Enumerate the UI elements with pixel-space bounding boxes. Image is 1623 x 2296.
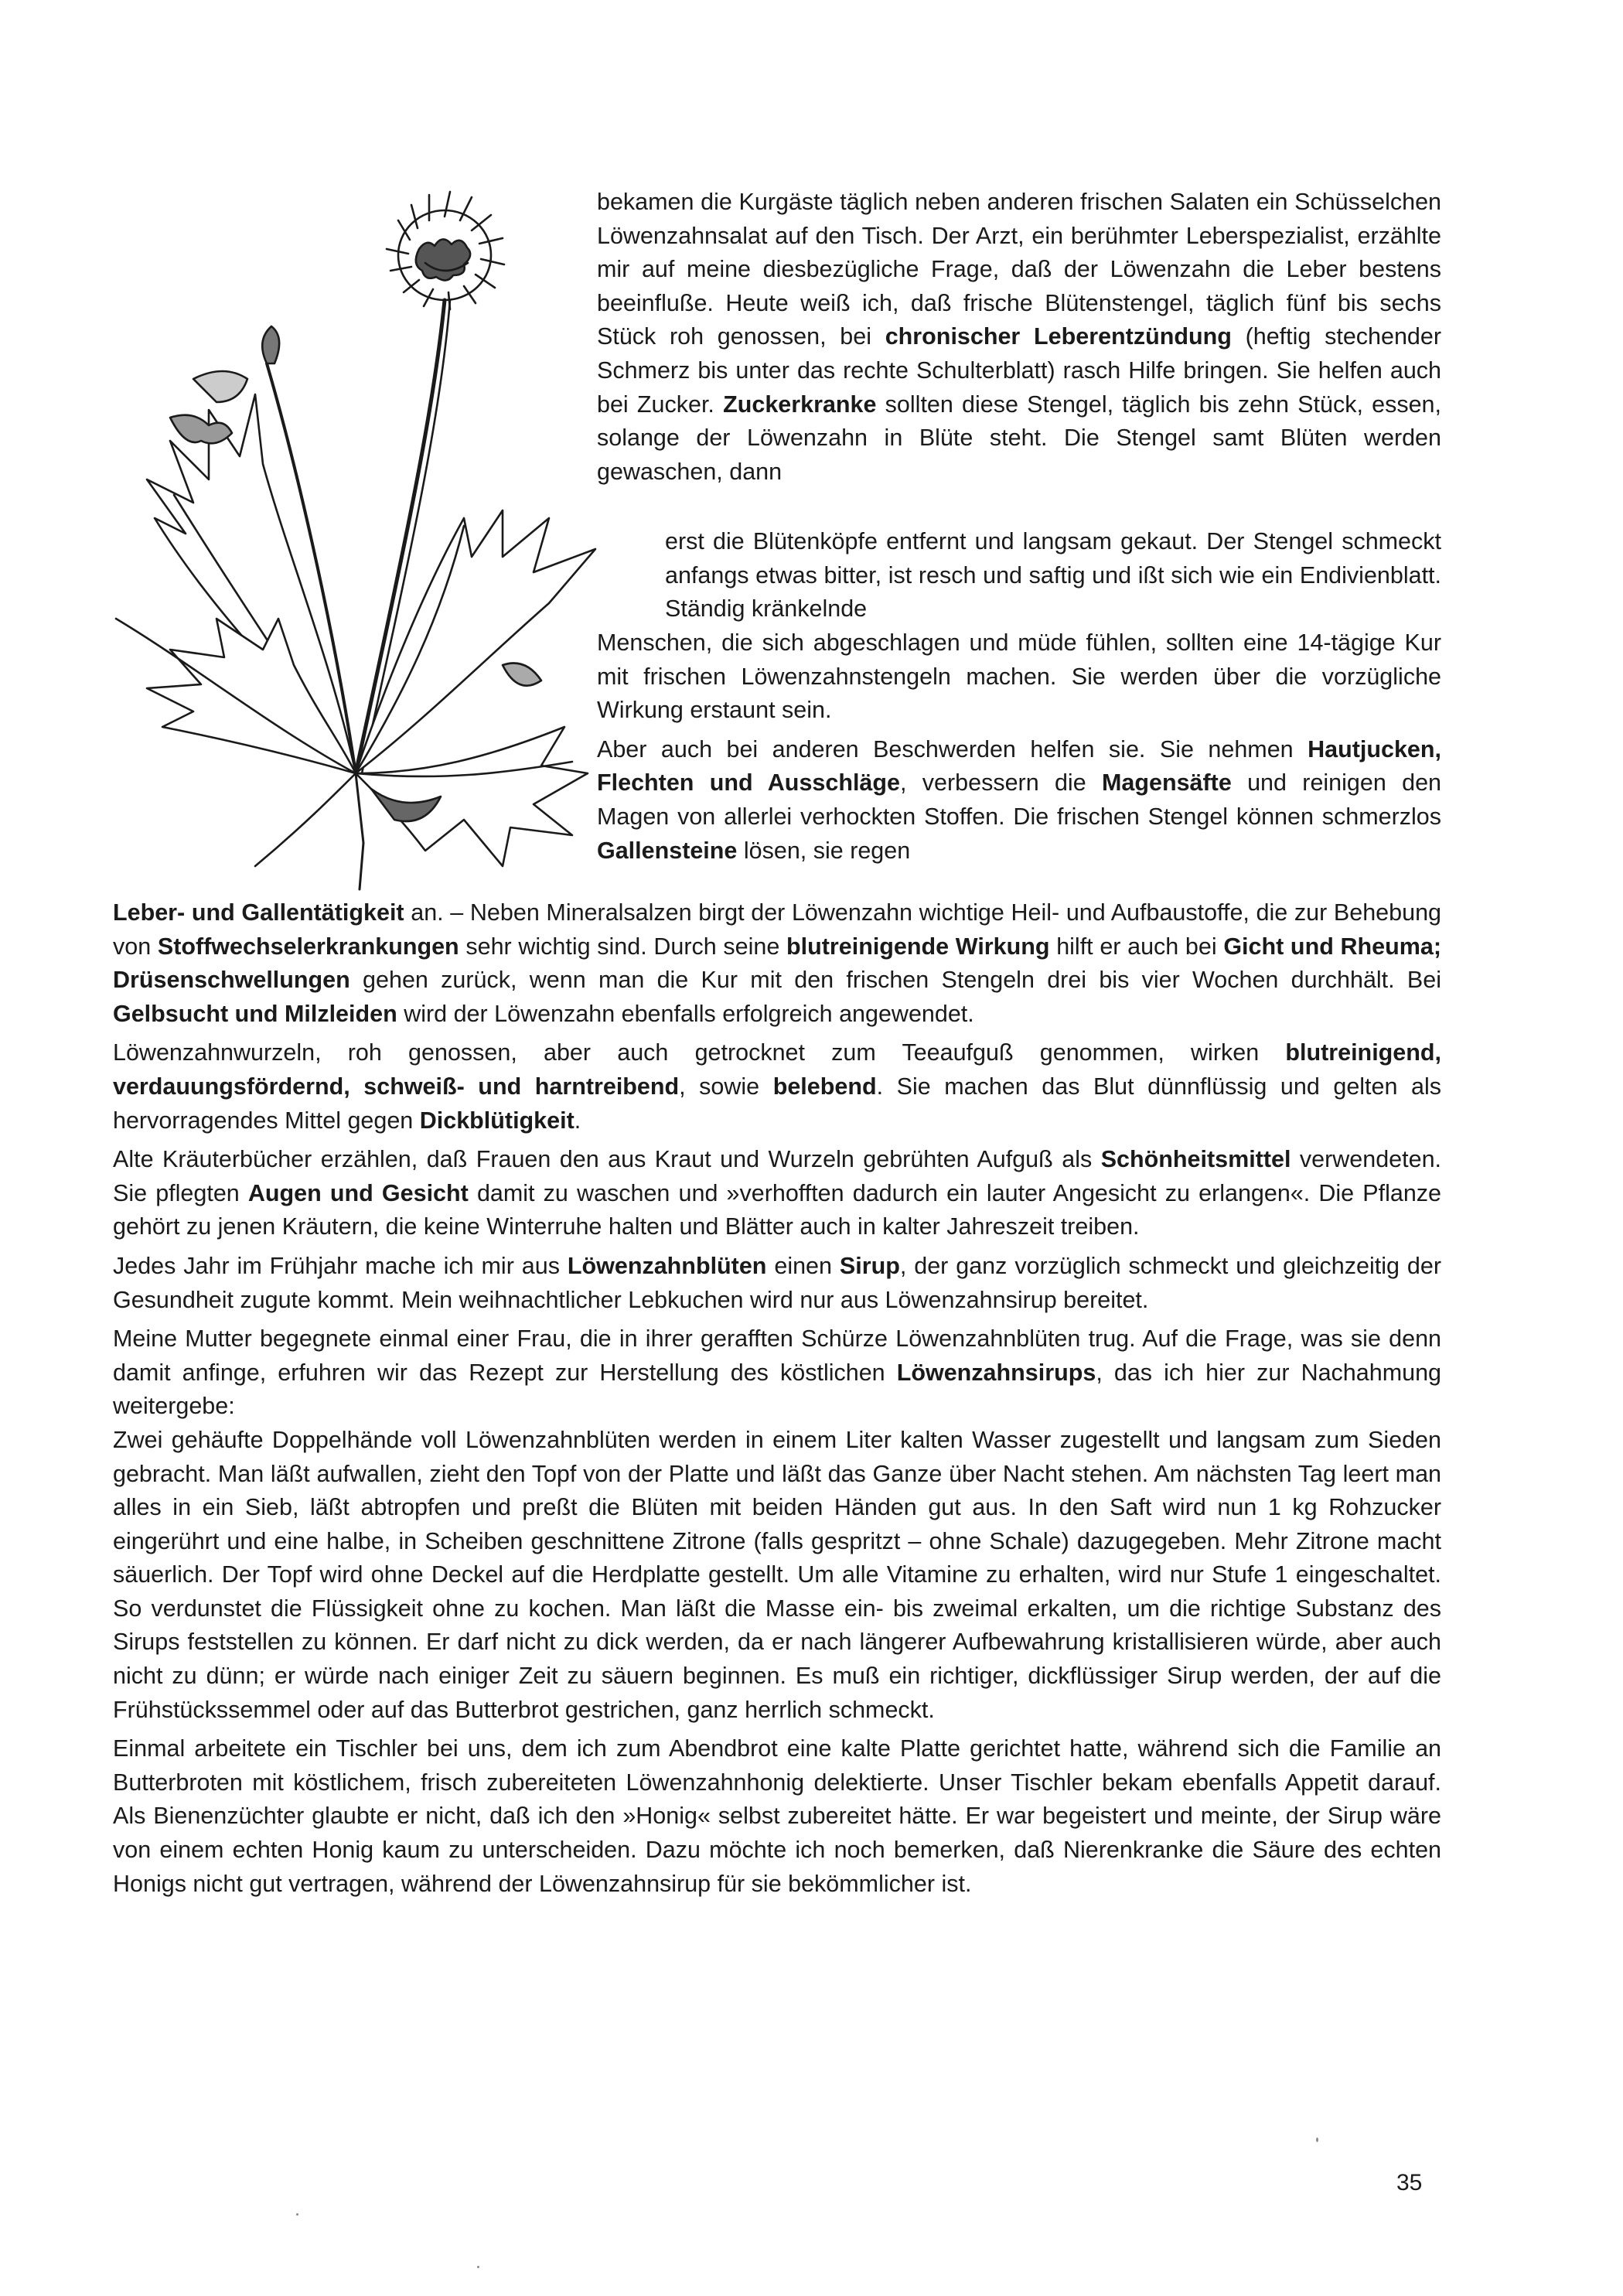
paragraph-1-indented: erst die Blütenköpfe entfernt und langsam gekaut. Der Stengel schmeckt anfangs etwas bitter, ist resch und saftig und ißt sich wie ein Endivienblatt. Ständig kränkelnde: [665, 528, 1441, 623]
paragraph-3: Löwenzahnwurzeln, roh genossen, aber auch getrocknet zum Teeaufguß genommen, wirken blutreinigend, verdauungsfördernd, schweiß- und harntreibend, sowie belebend. Sie machen das Blut dünnflüssig und gelten als hervorragendes Mittel gegen Dickblütigkeit.: [113, 1039, 1441, 1134]
scan-speck: [477, 2266, 479, 2268]
paragraph-5: Jedes Jahr im Frühjahr mache ich mir aus Löwenzahnblüten einen Sirup, der ganz vorzüglich schmeckt und gleichzeitig der Gesundheit zugute kommt. Mein weihnachtlicher Lebkuchen wird nur aus Löwenzahnsirup bereitet.: [113, 1252, 1441, 1313]
dandelion-flower-head: [387, 192, 504, 309]
scan-speck: [296, 2213, 298, 2216]
wrapped-text-indented: [665, 525, 1441, 626]
page-number: 35: [1396, 2170, 1423, 2195]
paragraph-7: Zwei gehäufte Doppelhände voll Löwenzahnblüten werden in einem Liter kalten Wasser zugestellt und langsam zum Sieden gebracht. Man läßt aufwallen, zieht den Topf von der Platte und läßt das Ganze über Nacht stehen. Am nächsten Tag leert man alles in ein Sieb, läßt abtropfen und preßt die Blüten mit beiden Händen gut aus. In den Saft wird nun 1 kg Rohzucker eingerührt und eine halbe, in Scheiben geschnittene Zitrone (falls gespritzt – ohne Schale) dazugegeben. Mehr Zitrone macht säuerlich. Der Topf wird ohne Deckel auf die Herdplatte gestellt. Um alle Vitamine zu erhalten, wird nur Stufe 1 eingeschaltet. So verdunstet die Flüssigkeit ohne zu kochen. Man läßt die Masse ein- bis zweimal erkalten, um die richtige Substanz des Sirups feststellen zu können. Er darf nicht zu dick werden, da er nach längerer Aufbewahrung kristallisieren würde, aber auch nicht zu dünn; er würde nach einiger Zeit zu säuern beginnen. Es muß ein richtiger, dickflüssiger Sirup werden, der auf die Frühstückssemmel oder auf das Butterbrot gestrichen, ganz herrlich schmeckt.: [113, 1426, 1441, 1723]
paragraph-2-rest: Leber- und Gallentätigkeit an. – Neben Mineralsalzen birgt der Löwenzahn wichtige Heil- und Aufbaustoffe, die zur Behebung von Stoffwechselerkrankungen sehr wichtig sind. Durch seine blutreinigende Wirkung hilft er auch bei Gicht und Rheuma; Drüsenschwellungen gehen zurück, wenn man die Kur mit den frischen Stengeln drei bis vier Wochen durchhält. Bei Gelbsucht und Milzleiden wird der Löwenzahn ebenfalls erfolgreich angewendet.: [113, 899, 1441, 1027]
wrapped-text-lower: [597, 626, 1441, 868]
paragraph-2-start: Aber auch bei anderen Beschwerden helfen sie. Sie nehmen Hautjucken, Flechten und Ausschläge, verbessern die Magensäfte und reinigen den Magen von allerlei verhockten Stoffen. Die frischen Stengel können schmerzlos Gallensteine lösen, sie regen: [597, 735, 1441, 864]
scan-speck: [1316, 2137, 1318, 2142]
paragraph-1-end: Menschen, die sich abgeschlagen und müde fühlen, sollten eine 14-tägige Kur mit frischen Löwenzahnstengeln machen. Sie werden über die vorzügliche Wirkung erstaunt sein.: [597, 629, 1441, 724]
main-text: [113, 896, 1441, 1901]
paragraph-1: bekamen die Kurgäste täglich neben anderen frischen Salaten ein Schüsselchen Löwenzahnsalat auf den Tisch. Der Arzt, ein berühmter Leberspezialist, erzählte mir auf meine diesbezügliche Frage, daß der Löwenzahn die Leber bestens beeinfluße. Heute weiß ich, daß frische Blütenstengel, täglich fünf bis sechs Stück roh genossen, bei chronischer Leberentzündung (heftig stechender Schmerz bis unter das rechte Schulterblatt) rasch Hilfe bringen. Sie helfen auch bei Zucker. Zuckerkranke sollten diese Stengel, täglich bis zehn Stück, essen, solange der Löwenzahn in Blüte steht. Die Stengel samt Blüten werden gewaschen, dann: [597, 189, 1441, 485]
dandelion-illustration: [101, 186, 619, 897]
paragraph-6: Meine Mutter begegnete einmal einer Frau, die in ihrer gerafften Schürze Löwenzahnblüten trug. Auf die Frage, was sie denn damit anfinge, erfuhren wir das Rezept zur Herstellung des köstlichen Löwenzahnsirups, das ich hier zur Nachahmung weitergebe:: [113, 1325, 1441, 1420]
wrapped-text-top: [597, 186, 1441, 489]
paragraph-4: Alte Kräuterbücher erzählen, daß Frauen den aus Kraut und Wurzeln gebrühten Aufguß als Schönheitsmittel verwendeten. Sie pflegten Augen und Gesicht damit zu waschen und »verhofften dadurch ein lauter Angesicht zu erlangen«. Die Pflanze gehört zu jenen Kräutern, die keine Winterruhe halten und Blätter auch in kalter Jahreszeit treiben.: [113, 1146, 1442, 1240]
paragraph-8: Einmal arbeitete ein Tischler bei uns, dem ich zum Abendbrot eine kalte Platte gerichtet hatte, während sich die Familie an Butterbroten mit köstlichem, frisch zubereiteten Löwenzahnhonig delektierte. Unser Tischler bekam ebenfalls Appetit darauf. Als Bienenzüchter glaubte er nicht, daß ich den »Honig« selbst zubereitet hätte. Er war begeistert und meinte, der Sirup wäre von einem echten Honig kaum zu unterscheiden. Dazu möchte ich noch bemerken, daß Nierenkranke die Säure des echten Honigs nicht gut vertragen, während der Löwenzahnsirup für sie bekömmlicher ist.: [113, 1735, 1441, 1897]
